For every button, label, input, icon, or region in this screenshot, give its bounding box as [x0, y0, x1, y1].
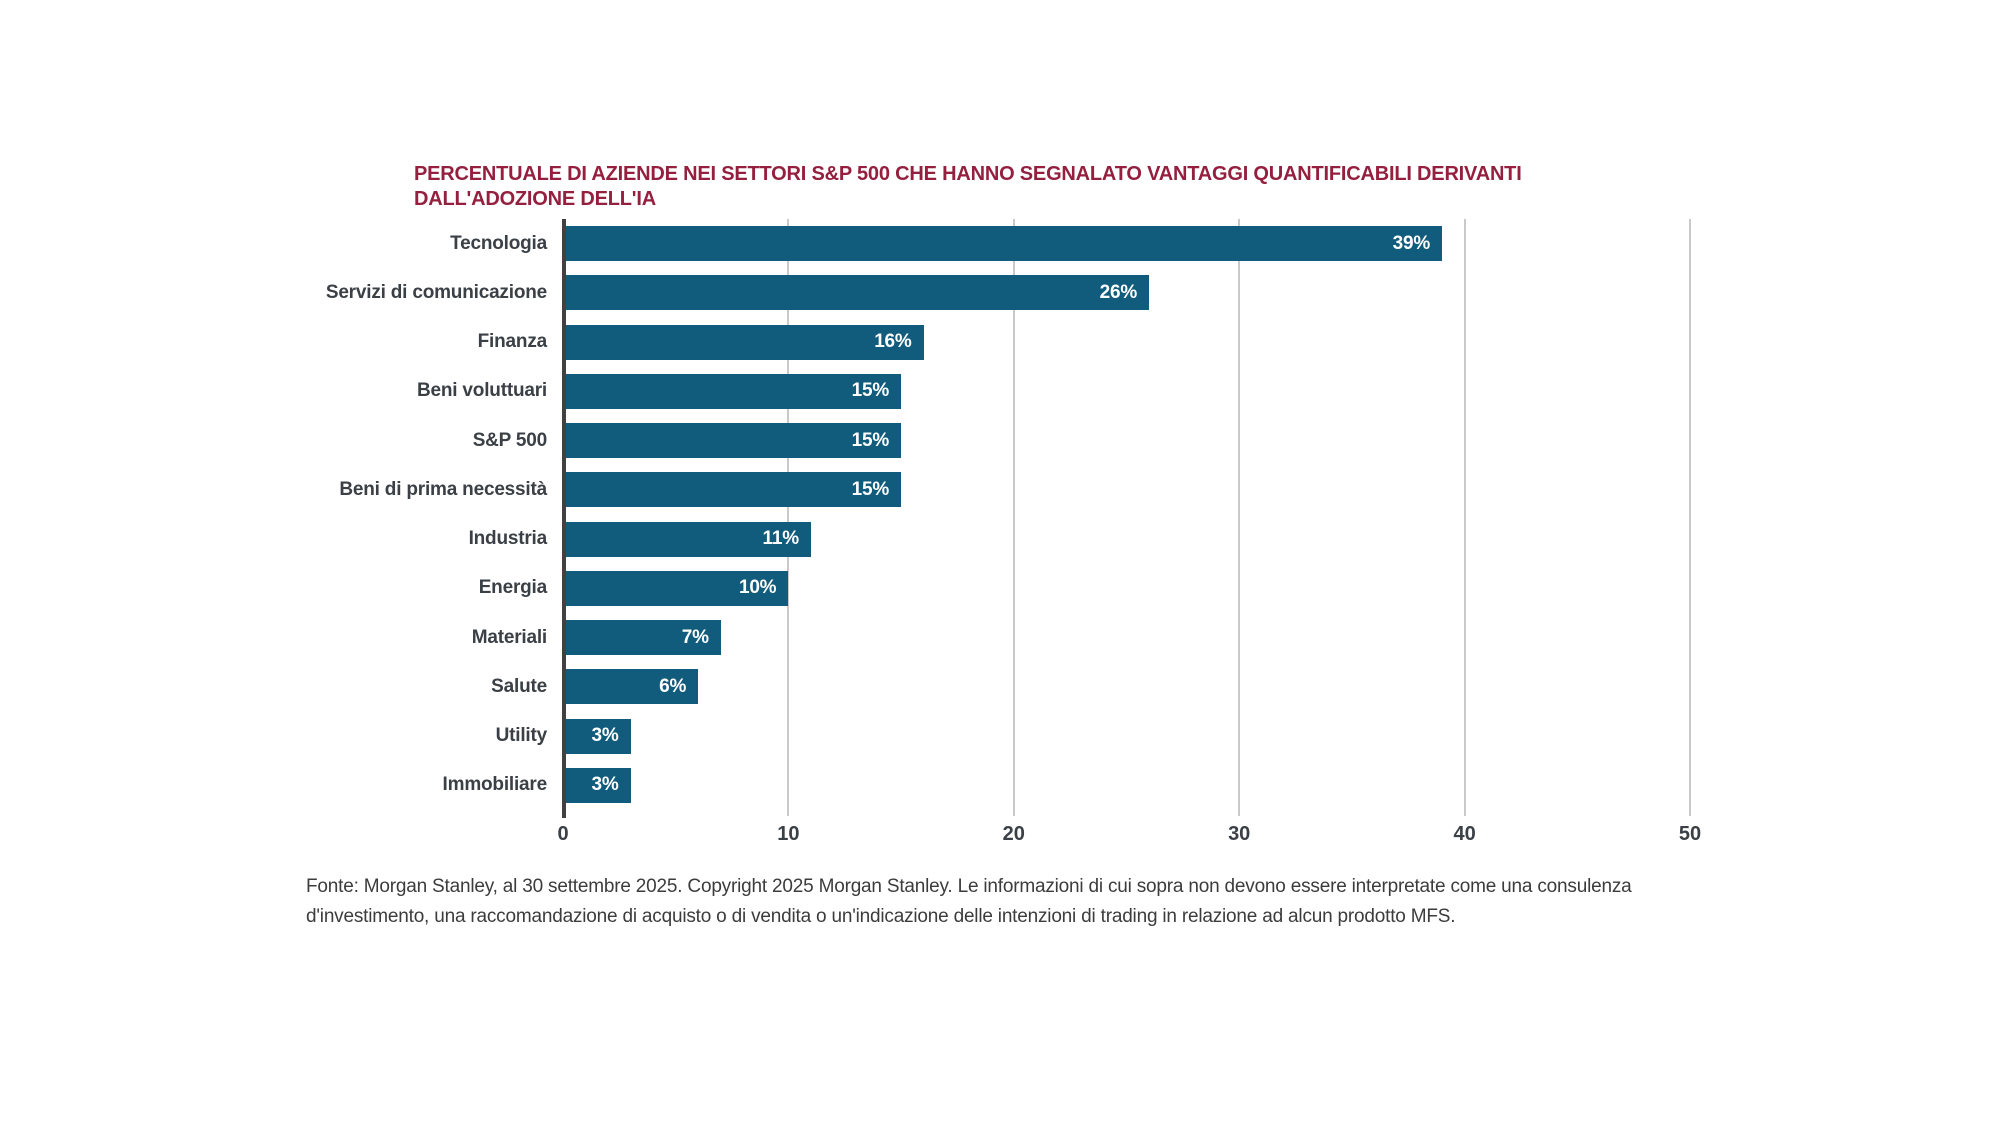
bar-area: [563, 515, 1690, 564]
source-note-line-2: d'investimento, una raccomandazione di acquisto o di vendita o un'indicazione delle intenzioni di trading in relazione ad alcun prodotto MFS.: [306, 906, 1456, 927]
chart-title: [414, 162, 1714, 212]
bar-value-label: 16%: [874, 331, 912, 353]
category-label: S&P 500: [472, 429, 547, 451]
chart-row: [306, 219, 1690, 268]
x-tick-label: 20: [1002, 823, 1025, 845]
category-label: Industria: [468, 528, 547, 550]
bar-value-label: 3%: [591, 725, 619, 747]
x-tick-label: 40: [1453, 823, 1476, 845]
chart-rows: [306, 219, 1690, 810]
bar-chart: [306, 219, 1702, 845]
chart-row: [306, 662, 1690, 711]
category-label: Finanza: [477, 331, 547, 353]
bar: [563, 472, 901, 507]
bar-area: [563, 268, 1690, 317]
x-axis: [557, 823, 1702, 853]
x-tick-label: 50: [1678, 823, 1702, 845]
bar-value-label: 6%: [659, 675, 687, 697]
category-label: Tecnologia: [450, 232, 547, 254]
bar-area: [563, 367, 1690, 416]
category-label: Servizi di comunicazione: [325, 281, 547, 303]
chart-row: [306, 515, 1690, 564]
chart-row: [306, 318, 1690, 367]
bar: [563, 374, 901, 409]
bar-value-label: 10%: [738, 577, 777, 599]
bar-value-label: 39%: [1392, 232, 1431, 254]
category-label: Energia: [478, 577, 547, 599]
chart-row: [306, 564, 1690, 613]
bar: [563, 522, 811, 557]
category-label: Salute: [491, 675, 547, 697]
category-label: Utility: [495, 725, 547, 747]
bar: [563, 423, 901, 458]
bar: [563, 325, 924, 360]
chart-row: [306, 761, 1690, 810]
bar: [563, 571, 788, 606]
bar: [563, 620, 721, 655]
bar: [563, 719, 631, 754]
chart-row: [306, 367, 1690, 416]
bar-area: [563, 613, 1690, 662]
bar-value-label: 15%: [851, 429, 890, 451]
bar: [563, 768, 631, 803]
bar-value-label: 3%: [591, 774, 619, 796]
chart-row: [306, 416, 1690, 465]
x-tick-label: 0: [557, 823, 569, 845]
bar: [563, 669, 698, 704]
x-tick-label: 10: [777, 823, 800, 845]
bar-area: [563, 564, 1690, 613]
chart-row: [306, 712, 1690, 761]
bar-value-label: 26%: [1099, 281, 1138, 303]
source-note-line-1: Fonte: Morgan Stanley, al 30 settembre 2025. Copyright 2025 Morgan Stanley. Le informazioni di cui sopra non devono essere interpretate come una consulenza: [306, 876, 1632, 897]
bar-value-label: 11%: [762, 528, 799, 550]
bar-area: [563, 416, 1690, 465]
chart-title-line-2: DALL'ADOZIONE DELL'IA: [414, 188, 656, 210]
bar-value-label: 7%: [681, 626, 709, 648]
bar-area: [563, 712, 1690, 761]
bar-area: [563, 465, 1690, 514]
bar-area: [563, 662, 1690, 711]
bar-value-label: 15%: [851, 380, 890, 402]
chart-row: [306, 268, 1690, 317]
chart-row: [306, 613, 1690, 662]
bar: [563, 275, 1149, 310]
x-tick-label: 30: [1228, 823, 1251, 845]
category-label: Immobiliare: [442, 774, 547, 796]
category-label: Materiali: [471, 626, 547, 648]
chart-title-line-1: PERCENTUALE DI AZIENDE NEI SETTORI S&P 500 CHE HANNO SEGNALATO VANTAGGI QUANTIFICABILI DERIVANTI: [414, 163, 1522, 185]
chart-row: [306, 465, 1690, 514]
bar-area: [563, 761, 1690, 810]
source-note: [306, 872, 1706, 932]
category-label: Beni di prima necessità: [339, 478, 547, 500]
bar-area: [563, 219, 1690, 268]
bar-value-label: 15%: [851, 478, 890, 500]
category-label: Beni voluttuari: [416, 380, 547, 402]
bar: [563, 226, 1442, 261]
bar-area: [563, 318, 1690, 367]
y-axis-line: [562, 219, 566, 818]
